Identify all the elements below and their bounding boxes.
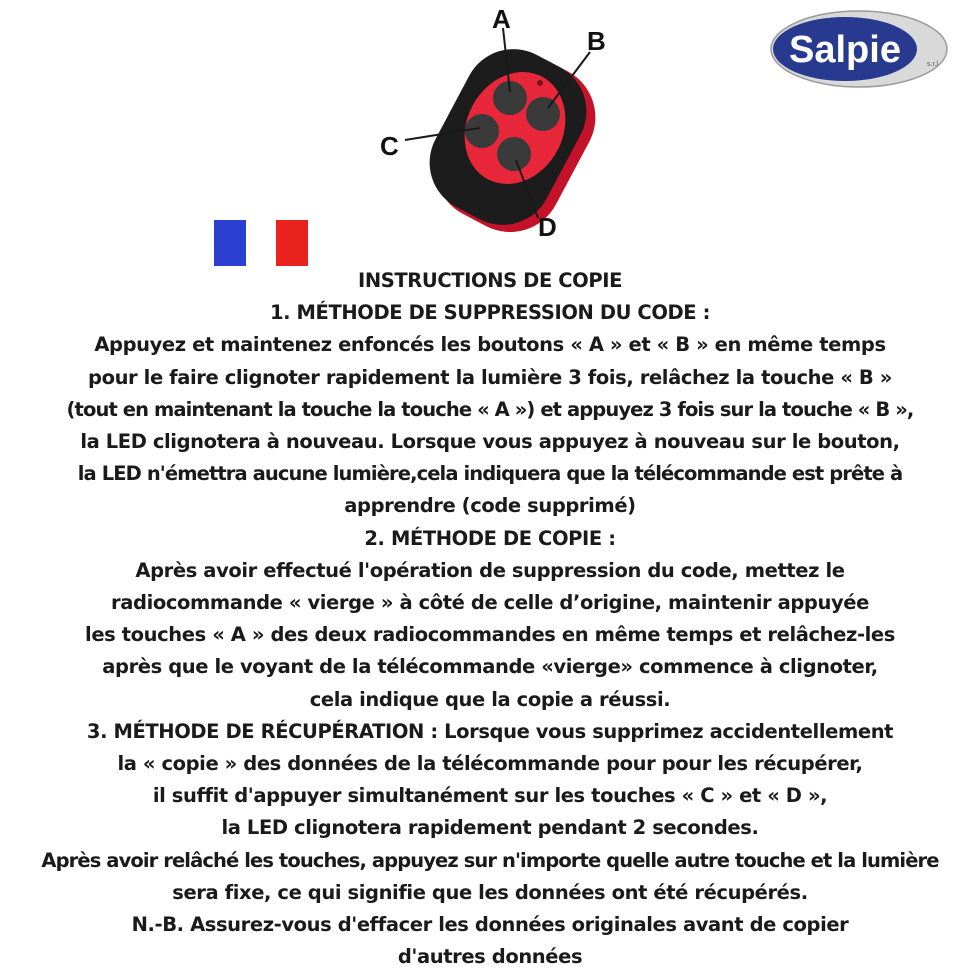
instruction-line: Appuyez et maintenez enfoncés les boutons « A » et « B » en même temps [94,333,886,357]
flag-blue-stripe [214,220,246,266]
instruction-line: la LED clignotera rapidement pendant 2 secondes. [221,816,759,840]
label-b: B [587,26,606,56]
instruction-line: il suffit d'appuyer simultanément sur les touches « C » et « D », [152,784,828,808]
label-a: A [492,4,511,34]
salpie-logo [769,8,949,90]
logo-text: Salpie [789,29,901,71]
remote-button-c [465,114,499,148]
instruction-line: pour le faire clignoter rapidement la lumière 3 fois, relâchez la touche « B » [88,365,892,389]
label-c: C [380,131,399,161]
instruction-line: (tout en maintenant la touche la touche « A ») et appuyez 3 fois sur la touche « B », [66,397,914,421]
note-line: N.-B. Assurez-vous d'effacer les données originales avant de copier [131,913,849,937]
instruction-line: la « copie » des données de la télécommande pour pour les récupérer, [117,752,863,776]
instruction-line: Après avoir relâché les touches, appuyez sur n'importe quelle autre touche et la lumière [41,848,939,872]
instruction-line: Après avoir effectué l'opération de suppression du code, mettez le [135,558,845,582]
instructions-title: INSTRUCTIONS DE COPIE [357,269,623,292]
remote-button-d [497,137,531,171]
instruction-line: la LED n'émettra aucune lumière,cela indiquera que la télécommande est prête à [77,462,903,486]
copy-instructions [0,265,980,973]
instruction-line: sera fixe, ce qui signifie que les données ont été récupérés. [172,880,808,904]
logo-suffix: s.r.l [927,61,938,68]
flag-red-stripe [276,220,308,266]
note-line: d'autres données [397,945,583,969]
section-2-heading: 2. MÉTHODE DE COPIE : [364,526,616,550]
instruction-line: cela indique que la copie a réussi. [309,687,671,711]
instruction-line: radiocommande « vierge » à côté de celle d’origine, maintenir appuyée [111,591,869,615]
instruction-line: après que le voyant de la télécommande «vierge» commence à clignoter, [102,655,878,679]
section-1-heading: 1. MÉTHODE DE SUPPRESSION DU CODE : [269,301,711,325]
instruction-line: apprendre (code supprimé) [344,494,636,518]
instruction-line: les touches « A » des deux radiocommandes en même temps et relâchez-les [85,623,895,647]
section-3-heading: 3. MÉTHODE DE RÉCUPÉRATION : Lorsque vous supprimez accidentellement [86,719,894,743]
remote-button-b [526,97,560,131]
remote-control-illustration [370,0,630,260]
label-d: D [538,212,557,242]
instruction-line: la LED clignotera à nouveau. Lorsque vous appuyez à nouveau sur le bouton, [80,430,900,454]
